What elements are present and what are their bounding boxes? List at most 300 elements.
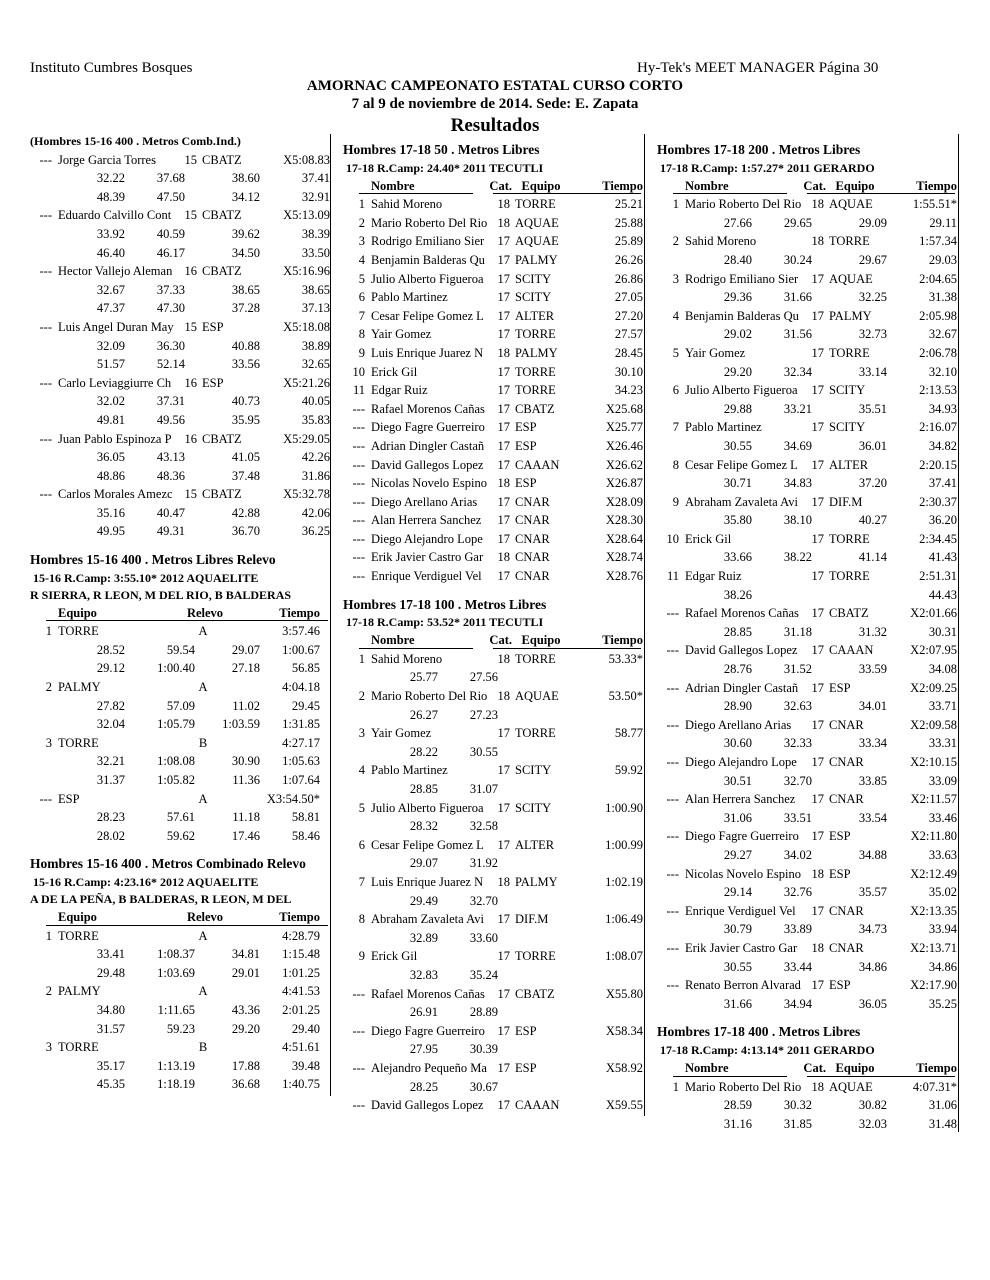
split-time: 33.54 [858, 810, 887, 825]
split-row [657, 846, 957, 865]
team-code: ALTER [829, 457, 869, 472]
split-time: 31.07 [469, 782, 498, 796]
result-row [343, 910, 643, 929]
header-underline [673, 193, 787, 194]
final-time: X5:16.96 [283, 264, 330, 279]
split-time: 38.65 [301, 282, 330, 297]
split-time: 1:03.69 [157, 965, 195, 980]
final-time: 2:04.65 [919, 271, 957, 286]
result-row [343, 195, 643, 214]
header-team: Equipo [521, 633, 561, 648]
split-time: 30.55 [723, 438, 752, 453]
split-time: 31.66 [783, 290, 812, 305]
swimmer-name: Pablo Martinez [371, 763, 448, 778]
split-time: 33.31 [928, 736, 957, 751]
column-header-row [30, 604, 330, 623]
split-time: 37.41 [301, 171, 330, 186]
final-time: X5:29.05 [283, 431, 330, 446]
place: 7 [358, 308, 365, 323]
header-team: Equipo [58, 909, 97, 924]
result-row [30, 485, 330, 504]
age-category: 16 [184, 264, 197, 279]
team-code: TORRE [515, 197, 556, 212]
header-team: Equipo [835, 178, 875, 193]
place: 10 [666, 531, 679, 546]
final-time: 2:51.31 [919, 569, 957, 584]
final-time: 4:07.31* [912, 1079, 957, 1094]
final-time: 2:30.37 [919, 494, 957, 509]
split-row [657, 288, 957, 307]
team-code: TORRE [515, 383, 556, 398]
team-code: ESP [202, 319, 224, 334]
age-category: 17 [497, 1023, 510, 1038]
age-category: 17 [811, 494, 824, 509]
split-time: 29.12 [96, 661, 125, 676]
split-time: 34.73 [858, 922, 887, 937]
result-row [343, 251, 643, 270]
split-time: 29.88 [723, 401, 752, 416]
column-divider-3 [958, 134, 959, 1132]
result-row [30, 262, 330, 281]
header-name: Nombre [371, 178, 415, 193]
split-time: 29.02 [723, 327, 752, 342]
split-time: 33.63 [928, 847, 957, 862]
result-row [343, 363, 643, 382]
header-underline [807, 193, 955, 194]
split-time: 17.46 [231, 828, 260, 843]
swimmer-name: Julio Alberto Figueroa [371, 271, 484, 286]
result-row [657, 716, 957, 735]
age-category: 17 [811, 829, 824, 844]
split-time: 29.36 [723, 290, 752, 305]
split-time: 31.16 [723, 1116, 752, 1131]
result-row [657, 679, 957, 698]
place: 3 [45, 1040, 52, 1055]
final-time: X28.76 [605, 569, 643, 584]
final-time: X25.77 [605, 420, 643, 435]
final-time: X26.62 [605, 457, 643, 472]
split-time: 30.55 [723, 959, 752, 974]
age-category: 17 [497, 308, 510, 323]
final-time: 1:08.07 [605, 949, 643, 964]
team-code: CNAR [515, 531, 550, 546]
place: 2 [672, 234, 679, 249]
event-title: Hombres 15-16 400 . Metros Libres Relevo [30, 552, 276, 568]
split-row [657, 325, 957, 344]
team-code: CNAR [829, 792, 864, 807]
team-code: CBATZ [202, 152, 242, 167]
split-time: 35.17 [96, 1058, 125, 1073]
result-row [343, 530, 643, 549]
split-row [30, 1057, 330, 1076]
team-code: PALMY [829, 308, 872, 323]
split-time: 29.01 [231, 965, 260, 980]
split-row [657, 474, 957, 493]
split-row [343, 668, 643, 687]
split-time: 57.61 [166, 810, 195, 825]
split-time: 51.57 [96, 357, 125, 372]
age-category: 18 [811, 197, 824, 212]
split-time: 28.40 [723, 252, 752, 267]
split-row [30, 641, 330, 660]
split-time: 49.81 [96, 412, 125, 427]
split-time: 32.21 [96, 754, 125, 769]
final-time: X5:18.08 [283, 319, 330, 334]
swimmer-name: Benjamin Balderas Qu [685, 308, 799, 323]
header-relay: Relevo [186, 605, 224, 620]
team-code: TORRE [829, 345, 870, 360]
team-code: ESP [202, 375, 224, 390]
swimmer-name: Yair Gomez [371, 327, 432, 342]
split-time: 48.39 [96, 189, 125, 204]
age-category: 18 [497, 476, 510, 491]
split-time: 1:05.82 [157, 773, 195, 787]
place: --- [352, 986, 365, 1001]
split-time: 30.90 [231, 754, 260, 769]
column-divider-2 [644, 134, 645, 1116]
swimmer-name: Abraham Zavaleta Avi [371, 912, 484, 927]
team-code: TORRE [829, 531, 870, 546]
split-time: 1:00.67 [282, 642, 320, 657]
header-underline [673, 1076, 787, 1077]
age-category: 17 [811, 643, 824, 658]
age-category: 17 [497, 1098, 510, 1113]
swimmer-name: Alan Herrera Sanchez [371, 513, 482, 528]
final-time: 34.23 [614, 383, 643, 398]
results-column-left [30, 132, 330, 1094]
result-row [343, 437, 643, 456]
age-category: 17 [497, 234, 510, 249]
team-code: CBATZ [202, 487, 242, 502]
split-time: 33.34 [858, 736, 887, 751]
split-time: 29.45 [291, 698, 320, 713]
swimmer-name: Jorge Garcia Torres [58, 152, 156, 167]
column-header-row [657, 1059, 957, 1078]
place: --- [352, 476, 365, 491]
event-title: Hombres 17-18 200 . Metros Libres [657, 142, 861, 157]
event-title: Hombres 17-18 400 . Metros Libres [657, 1024, 861, 1040]
results-heading: Resultados [450, 115, 540, 136]
final-time: 26.86 [614, 271, 643, 286]
split-time: 35.51 [858, 401, 887, 416]
split-row [343, 892, 643, 911]
age-category: 17 [811, 792, 824, 807]
final-time: 2:16.07 [919, 420, 957, 435]
final-time: 25.89 [614, 234, 643, 249]
swimmer-name: David Gallegos Lopez [371, 457, 484, 472]
split-time: 28.85 [723, 624, 752, 639]
split-time: 38.89 [301, 338, 330, 353]
final-time: 4:04.18 [282, 680, 320, 695]
split-time: 35.95 [231, 412, 260, 427]
split-time: 34.86 [858, 959, 887, 974]
split-time: 33.51 [783, 810, 812, 825]
split-time: 41.05 [231, 450, 260, 465]
split-row [30, 808, 330, 827]
result-row [343, 344, 643, 363]
result-row [657, 1078, 957, 1097]
final-time: X28.09 [605, 494, 643, 509]
team-name: ESP [58, 791, 80, 806]
split-time: 31.37 [96, 773, 125, 787]
split-time: 47.37 [96, 301, 125, 316]
swimmer-name: Pablo Martinez [685, 420, 762, 435]
split-time: 34.01 [858, 699, 887, 714]
split-time: 1:08.37 [157, 947, 195, 962]
team-code: CBATZ [515, 401, 555, 416]
swimmer-name: Mario Roberto Del Rio [685, 1079, 802, 1094]
swimmer-name: Yair Gomez [371, 726, 432, 741]
age-category: 17 [811, 755, 824, 769]
split-row [657, 214, 957, 233]
split-time: 28.25 [409, 1079, 438, 1094]
final-time: X58.92 [605, 1060, 643, 1075]
age-category: 17 [811, 717, 824, 732]
split-time: 39.48 [291, 1058, 320, 1073]
split-time: 43.13 [156, 450, 185, 465]
final-time: X28.74 [605, 550, 643, 565]
final-time: 2:20.15 [919, 457, 957, 472]
result-row [657, 530, 957, 549]
team-code: TORRE [515, 327, 556, 342]
split-time: 27.18 [231, 661, 260, 676]
split-row [657, 251, 957, 270]
split-time: 28.59 [723, 1098, 752, 1113]
place: 1 [45, 624, 52, 639]
team-code: SCITY [515, 271, 552, 286]
swimmer-name: Diego Alejandro Lope [371, 531, 483, 546]
header-time: Tiempo [279, 909, 320, 924]
split-time: 30.51 [723, 773, 752, 788]
split-row [30, 715, 330, 734]
team-code: SCITY [829, 420, 866, 435]
split-time: 40.59 [156, 226, 185, 241]
split-time: 34.80 [96, 1002, 125, 1017]
split-time: 35.16 [96, 505, 125, 520]
relay-result-row [30, 734, 330, 753]
result-row [657, 641, 957, 660]
final-time: X2:09.58 [910, 717, 957, 732]
swimmer-name: Mario Roberto Del Rio [685, 197, 802, 212]
split-row [657, 1096, 957, 1115]
final-time: 1:06.49 [605, 912, 643, 927]
swimmer-name: Luis Enrique Juarez N [371, 874, 484, 889]
split-time: 32.73 [858, 327, 887, 342]
final-time: X26.46 [605, 438, 643, 453]
split-row [343, 966, 643, 985]
header-time: Tiempo [279, 605, 320, 620]
place: 6 [358, 837, 365, 852]
split-time: 59.23 [166, 1021, 195, 1036]
header-time: Tiempo [916, 178, 957, 193]
split-time: 29.67 [858, 252, 887, 267]
place: 8 [672, 457, 679, 472]
age-category: 17 [811, 680, 824, 695]
relay-result-row [30, 678, 330, 697]
place: --- [39, 264, 52, 279]
header-cat: Cat. [489, 633, 512, 648]
result-row [343, 1059, 643, 1078]
place: 1 [672, 1079, 679, 1094]
split-time: 11.18 [232, 810, 260, 825]
place: 2 [45, 680, 52, 695]
team-code: ALTER [515, 837, 555, 852]
split-time: 34.83 [783, 476, 812, 491]
split-time: 42.06 [301, 505, 330, 520]
swimmer-name: Alejandro Pequeño Ma [371, 1060, 487, 1075]
split-time: 30.60 [723, 736, 752, 751]
place: 1 [358, 651, 365, 666]
split-time: 37.41 [928, 476, 957, 491]
final-time: X58.34 [605, 1023, 643, 1038]
place: 2 [45, 984, 52, 999]
split-time: 1:31.85 [282, 717, 320, 732]
split-time: 32.76 [783, 885, 812, 900]
swimmer-name: Cesar Felipe Gomez L [371, 308, 484, 323]
final-time: 1:57.34 [919, 234, 957, 249]
result-row [657, 865, 957, 884]
final-time: 28.45 [614, 345, 643, 360]
team-code: SCITY [515, 290, 552, 305]
team-code: CNAR [515, 513, 550, 528]
split-time: 32.70 [469, 893, 498, 908]
place: 11 [666, 569, 679, 584]
split-time: 36.30 [156, 338, 185, 353]
team-code: SCITY [515, 763, 552, 778]
column-header-row [343, 631, 643, 650]
place: --- [666, 755, 679, 769]
header-software-page: Hy-Tek's MEET MANAGER Página 30 [637, 60, 879, 76]
split-time: 11.02 [232, 698, 260, 713]
final-time: 58.77 [614, 726, 643, 741]
split-time: 32.83 [409, 967, 438, 982]
split-time: 40.88 [231, 338, 260, 353]
result-row [343, 232, 643, 251]
split-time: 32.34 [783, 364, 812, 379]
meet-record: 17-18 R.Camp: 53.52* 2011 TECUTLI [346, 615, 544, 630]
split-time: 58.81 [291, 810, 320, 825]
team-code: DIF.M [515, 912, 549, 927]
result-row [657, 195, 957, 214]
final-time: X5:21.26 [283, 375, 330, 390]
place: 4 [358, 763, 365, 778]
split-time: 47.50 [156, 189, 185, 204]
split-time: 30.32 [783, 1098, 812, 1113]
team-code: CNAR [829, 940, 864, 955]
split-time: 33.56 [231, 357, 260, 372]
swimmer-name: Hector Vallejo Aleman [58, 264, 173, 279]
age-category: 17 [497, 364, 510, 379]
place: --- [352, 569, 365, 584]
place: --- [352, 1023, 365, 1038]
team-name: PALMY [58, 680, 101, 695]
age-category: 17 [811, 569, 824, 584]
split-time: 59.54 [166, 642, 195, 657]
swimmer-name: Erik Javier Castro Gar [685, 940, 798, 955]
split-time: 32.25 [858, 290, 887, 305]
split-time: 32.03 [858, 1116, 887, 1131]
relay-result-row [30, 1038, 330, 1057]
result-row [343, 288, 643, 307]
team-code: ESP [515, 1023, 537, 1038]
team-code: CNAR [829, 903, 864, 918]
final-time: 25.21 [614, 197, 643, 212]
split-time: 29.49 [409, 893, 438, 908]
team-code: TORRE [515, 364, 556, 379]
team-name: TORRE [58, 735, 99, 750]
split-row [30, 504, 330, 523]
split-row [657, 734, 957, 753]
swimmer-name: Diego Alejandro Lope [685, 755, 797, 769]
final-time: X2:07.95 [910, 643, 957, 658]
place: 5 [358, 800, 365, 815]
split-row [30, 1020, 330, 1039]
split-row [30, 659, 330, 678]
swimmer-name: Erick Gil [371, 364, 418, 379]
team-name: TORRE [58, 1040, 99, 1055]
column-header-row [657, 177, 957, 196]
swimmer-name: Carlo Leviaggiurre Ch [58, 375, 172, 390]
result-row [657, 753, 957, 772]
header-team: Equipo [835, 1060, 875, 1075]
swimmer-name: Juan Pablo Espinoza P [58, 431, 172, 446]
split-time: 42.26 [301, 450, 330, 465]
split-time: 41.43 [928, 550, 957, 565]
age-category: 17 [497, 726, 510, 741]
split-time: 49.31 [156, 524, 185, 539]
swimmer-name: Benjamin Balderas Qu [371, 252, 485, 267]
split-time: 28.85 [409, 782, 438, 796]
split-time: 35.24 [469, 967, 498, 982]
place: 11 [352, 383, 365, 398]
split-time: 34.93 [928, 401, 957, 416]
final-time: X5:08.83 [283, 152, 330, 167]
split-time: 2:01.25 [282, 1002, 320, 1017]
age-category: 17 [497, 271, 510, 286]
split-row [30, 448, 330, 467]
swimmer-name: Adrian Dingler Castañ [685, 680, 799, 695]
final-time: 30.10 [614, 364, 643, 379]
record-holders: A DE LA PEÑA, B BALDERAS, R LEON, M DEL [30, 891, 292, 906]
team-code: AQUAE [829, 271, 873, 286]
age-category: 16 [184, 431, 197, 446]
split-time: 1:40.75 [282, 1077, 320, 1092]
split-time: 28.32 [409, 819, 438, 834]
result-row [343, 418, 643, 437]
age-category: 17 [497, 438, 510, 453]
place: --- [352, 494, 365, 509]
split-time: 49.56 [156, 412, 185, 427]
split-time: 1:08.08 [157, 754, 195, 769]
split-time: 1:15.48 [282, 947, 320, 962]
split-row [343, 743, 643, 762]
split-row [343, 817, 643, 836]
team-code: CNAR [829, 755, 864, 769]
final-time: X2:11.80 [910, 829, 957, 844]
age-category: 18 [497, 215, 510, 230]
swimmer-name: Diego Arellano Arias [371, 494, 478, 509]
split-time: 34.02 [783, 847, 812, 862]
split-time: 36.70 [231, 524, 260, 539]
result-row [343, 836, 643, 855]
result-row [343, 761, 643, 780]
split-time: 58.46 [291, 828, 320, 843]
place: 5 [672, 345, 679, 360]
result-row [657, 827, 957, 846]
result-row [343, 400, 643, 419]
split-time: 33.21 [783, 401, 812, 416]
split-time: 25.77 [409, 670, 438, 685]
